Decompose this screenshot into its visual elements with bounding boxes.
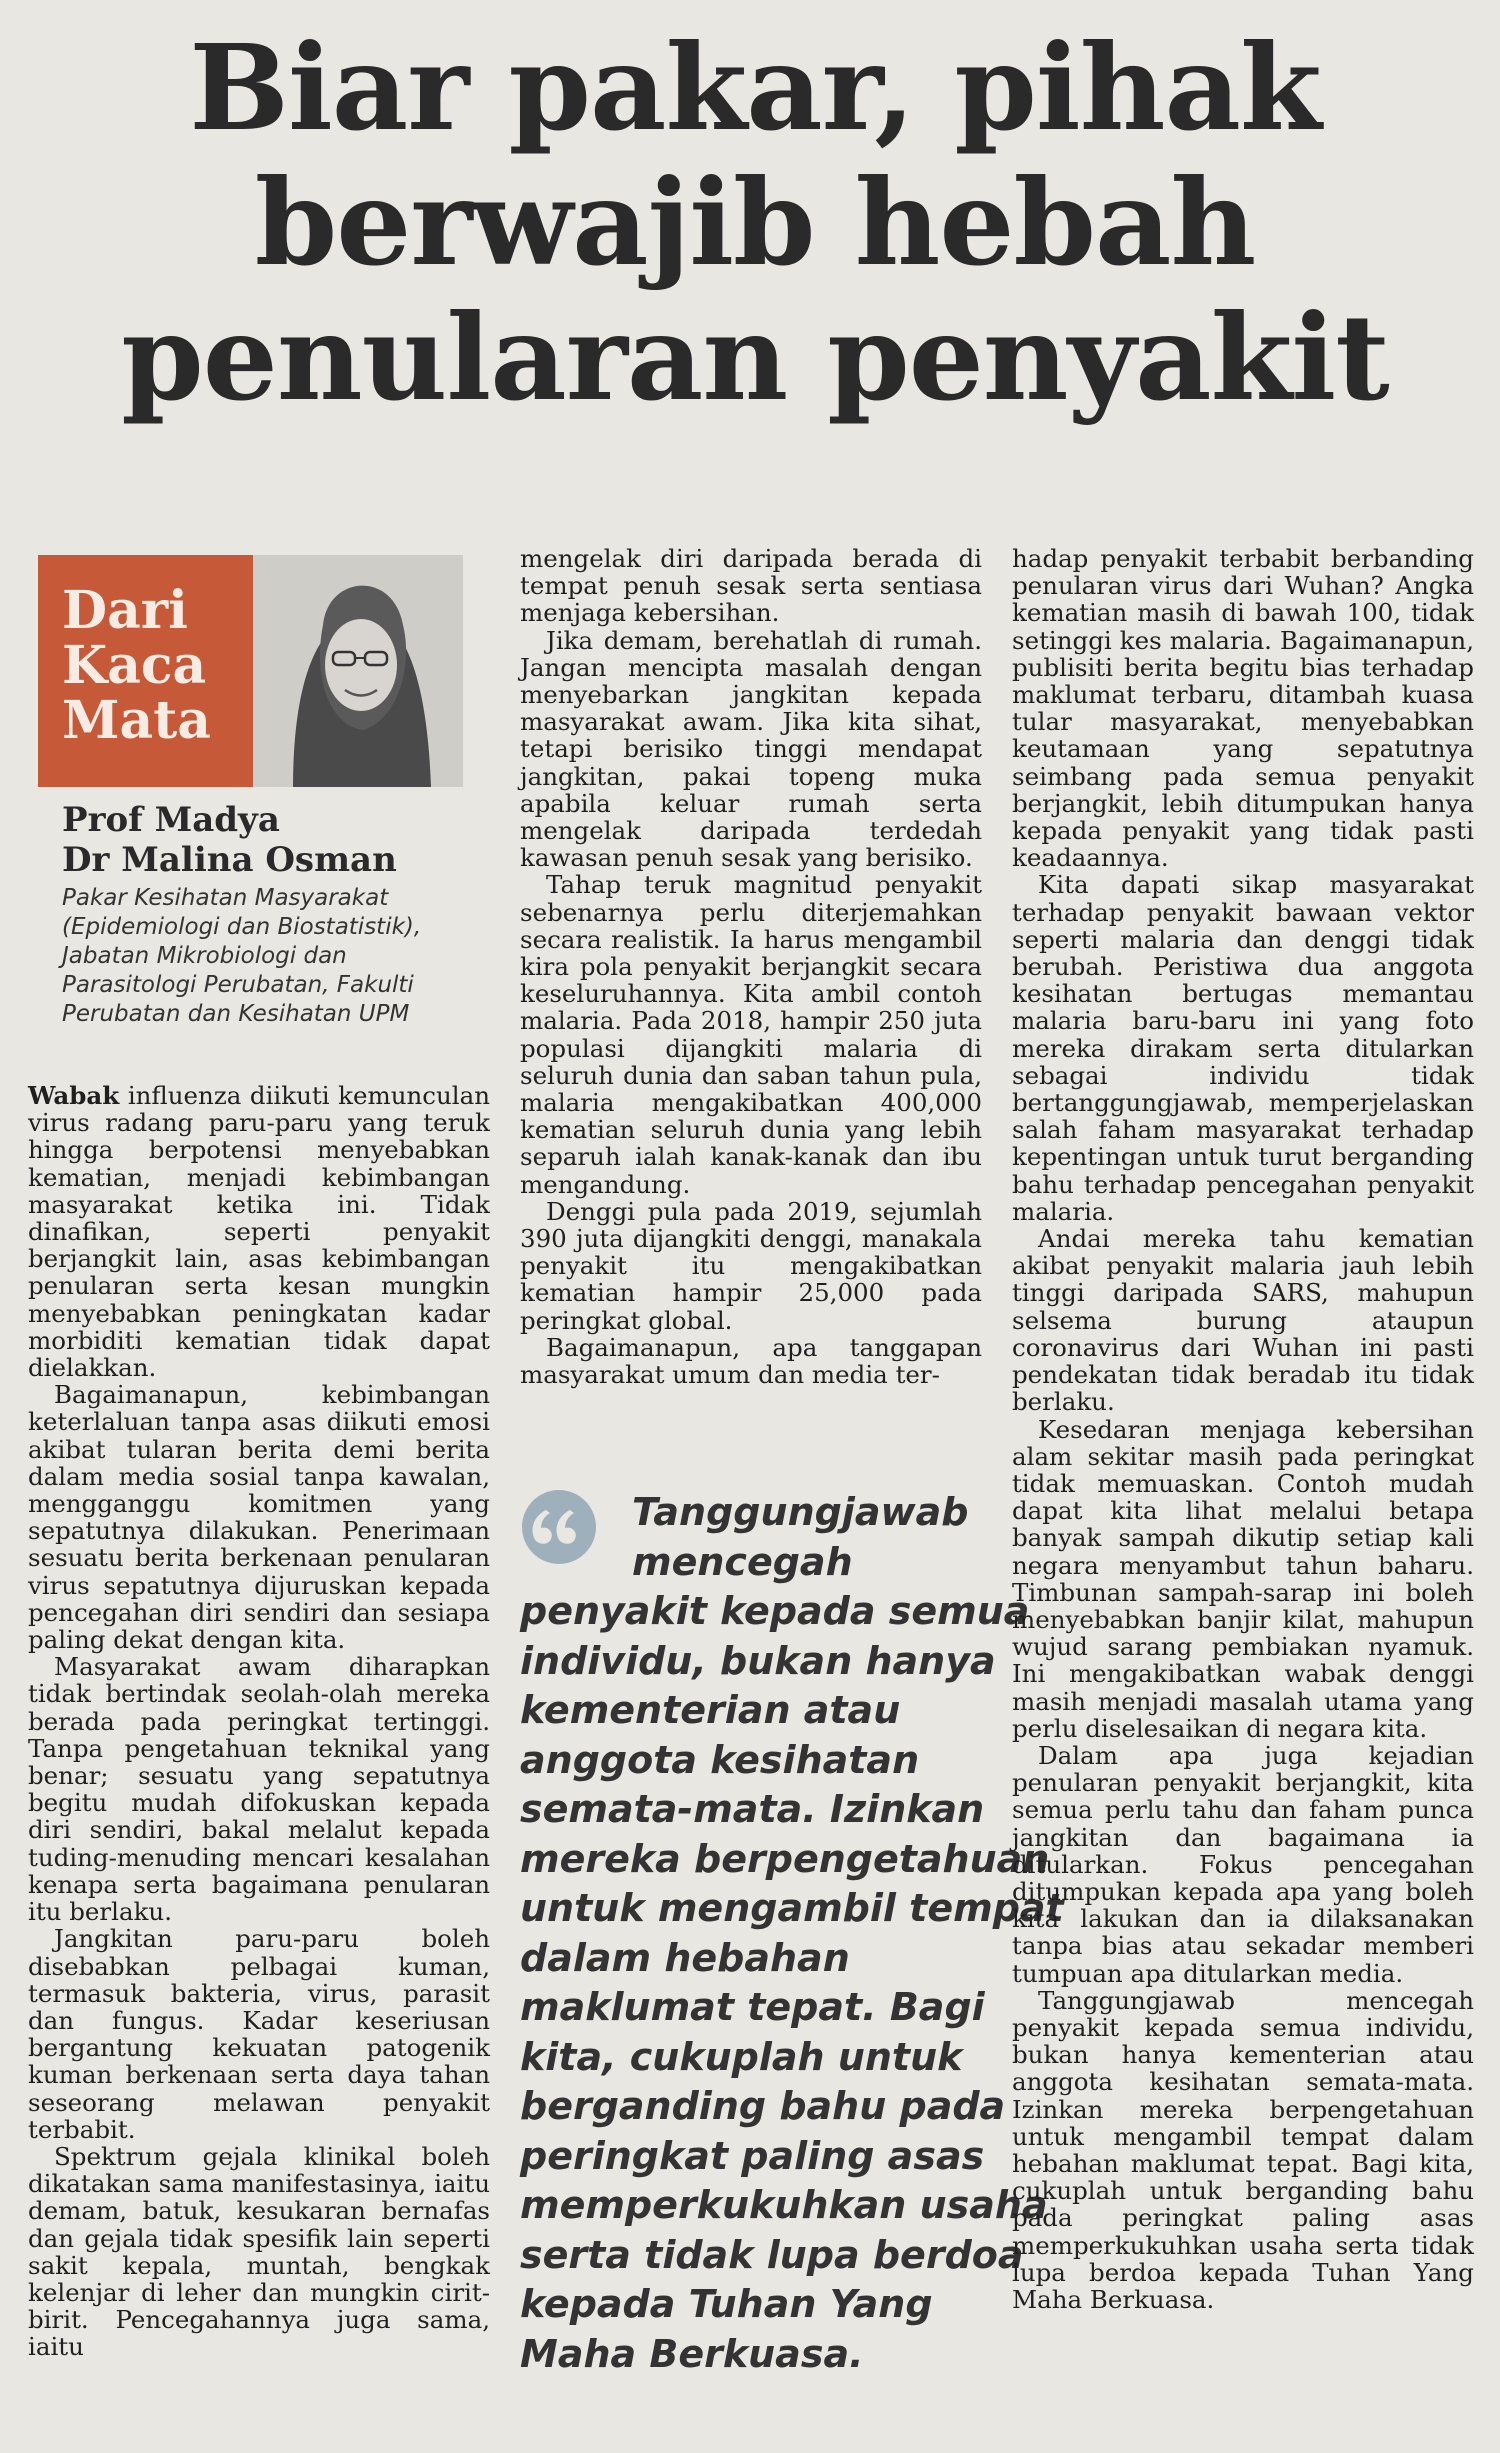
paragraph: Bagaimanapun, apa tanggapan masyarakat umum dan media ter-	[520, 1332, 982, 1390]
paragraph-text: influenza diikuti kemunculan virus radang paru-paru yang teruk hingga berpotensi menyebabkan kematian, menjadi kebimbangan masyarakat ketika ini. Tidak dinafikan, seperti penyakit berjangkit lain, asas kebimbangan penularan serta kesan mungkin menyebabkan peningkatan kadar morbiditi kematian tidak dapat dielakkan.	[28, 1081, 490, 1383]
column-name-line-3: Mata	[62, 690, 211, 751]
paragraph	[28, 1082, 490, 1381]
pull-quote-line: anggota kesihatan	[520, 1737, 920, 1782]
paragraph: Kesedaran menjaga kebersihan alam sekitar masih pada peringkat tidak memuaskan. Contoh mudah dapat kita lihat melalui betapa banyak sampah dikutip setiap kali negara menyambut tahun baharu. Timbunan sampah-sarap ini boleh menyebabkan banjir kilat, mahupun wujud sarang pembiakan nyamuk. Ini mengakibatkan wabak denggi masih menjadi masalah utama yang perlu diselesaikan di negara kita.	[1012, 1414, 1474, 1743]
pull-quote-line: kementerian atau	[520, 1688, 901, 1732]
paragraph: Tanggungjawab mencegah penyakit kepada semua individu, bukan hanya kementerian atau anggota kesihatan semata-mata. Izinkan mereka berpengetahuan untuk mengambil tempat dalam hebahan maklumat tepat. Bagi kita, cukuplah untuk berganding bahu pada peringkat paling asas memperkukuhkan usaha serta tidak lupa berdoa kepada Tuhan Yang Maha Berkuasa.	[1012, 1985, 1474, 2314]
article-column-2	[520, 545, 982, 1388]
pull-quote-line: dalam hebahan	[520, 1935, 850, 1980]
pull-quote-line: semata-mata. Izinkan	[520, 1787, 985, 1831]
column-name-box	[38, 555, 253, 787]
pull-quote-line: peringkat paling asas	[520, 2133, 985, 2178]
author-name	[62, 800, 482, 880]
column-badge	[38, 555, 463, 787]
paragraph: Jika demam, berehatlah di rumah. Jangan mencipta masalah dengan menyebarkan jangkitan kepada masyarakat awam. Jika kita sihat, tetapi berisiko tinggi mendapat jangkitan, pakai topeng muka apabila keluar rumah serta mengelak daripada terdedah kawasan penuh sesak yang berisiko.	[520, 625, 982, 873]
pull-quote-line: mereka berpengetahuan	[520, 1836, 1050, 1881]
author-title-line-5: Perubatan dan Kesihatan UPM	[62, 1001, 410, 1027]
article-column-3	[1012, 545, 1474, 2313]
paragraph: Masyarakat awam diharapkan tidak bertindak seolah-olah mereka berada pada peringkat tertinggi. Tanpa pengetahuan teknikal yang benar; sesuatu yang sepatutnya begitu mudah difokuskan kepada diri sendiri, bakal melalut kepada tuding-menuding mencari kesalahan kenapa serta bagaimana penularan itu berlaku.	[28, 1652, 490, 1927]
column-name-line-2: Kaca	[62, 635, 207, 696]
author-title-line-2: (Epidemiologi dan Biostatistik),	[62, 914, 422, 940]
pull-quote-line: kita, cukuplah untuk	[520, 2034, 963, 2079]
pull-quote-text	[520, 1488, 1064, 2379]
paragraph: Tahap teruk magnitud penyakit sebenarnya perlu diterjemahkan secara realistik. Ia harus mengambil kira pola penyakit berjangkit secara keseluruhannya. Kita ambil contoh malaria. Pada 2018, hampir 250 juta populasi dijangkiti malaria di seluruh dunia dan saban tahun pula, malaria mengakibatkan 400,000 kematian seluruh dunia yang lebih separuh ialah kanak-kanak dan ibu mengandung.	[520, 870, 982, 1199]
paragraph: Spektrum gejala klinikal boleh dikatakan sama manifestasinya, iaitu demam, batuk, kesukaran bernafas dan gejala tidak spesifik lain seperti sakit kepala, muntah, bengkak kelenjar di leher dan mungkin cirit-birit. Pencegahannya juga sama, iaitu	[28, 2141, 490, 2362]
pull-quote-line: kepada Tuhan Yang	[520, 2282, 933, 2326]
paragraph: Bagaimanapun, kebimbangan keterlaluan tanpa asas diikuti emosi akibat tularan berita demi berita dalam media sosial tanpa kawalan, mengganggu komitmen yang sepatutnya dilakukan. Penerimaan sesuatu berita berkenaan penularan virus sepatutnya dijuruskan kepada pencegahan diri sendiri dan sesiapa paling dekat dengan kita.	[28, 1380, 490, 1655]
author-name-line-2: Dr Malina Osman	[62, 840, 397, 880]
pull-quote-line: memperkukuhkan usaha	[520, 2183, 1048, 2227]
paragraph: Jangkitan paru-paru boleh disebabkan pelbagai kuman, termasuk bakteria, virus, parasit dan fungus. Kadar keseriusan bergantung kekuatan patogenik kuman berkenaan serta daya tahan seseorang melawan penyakit terbabit.	[28, 1924, 490, 2144]
pull-quote-line: berganding bahu pada	[520, 2084, 1006, 2128]
paragraph: Andai mereka tahu kematian akibat penyakit malaria jauh lebih tinggi daripada SARS, mahupun selsema burung ataupun coronavirus dari Wuhan ini pasti pendekatan tidak beradab itu tidak berlaku.	[1012, 1224, 1474, 1417]
pull-quote-line: Tanggungjawab	[632, 1490, 969, 1534]
quote-mark-icon	[520, 1488, 598, 1566]
pull-quote-line: individu, bukan hanya	[520, 1638, 996, 1683]
headline-line-1: Biar pakar, pihak	[189, 18, 1321, 157]
pull-quote-line: Maha Berkuasa.	[520, 2331, 864, 2376]
pull-quote-line: penyakit kepada semua	[520, 1589, 1030, 1633]
headline	[30, 20, 1480, 425]
paragraph: Denggi pula pada 2019, sejumlah 390 juta dijangkiti denggi, manakala penyakit itu mengakibatkan kematian hampir 25,000 pada peringkat global.	[520, 1196, 982, 1335]
author-title	[62, 884, 482, 1029]
headline-line-2: berwajib hebah	[254, 153, 1256, 292]
headline-line-3: penularan penyakit	[121, 288, 1389, 427]
pull-quote	[520, 1488, 1064, 2379]
lead-word: Wabak	[28, 1081, 120, 1110]
author-name-line-1: Prof Madya	[62, 800, 280, 840]
author-portrait	[253, 555, 463, 787]
pull-quote-line: serta tidak lupa berdoa	[520, 2232, 1024, 2277]
pull-quote-line: maklumat tepat. Bagi	[520, 1985, 985, 2029]
author-title-line-3: Jabatan Mikrobiologi dan	[62, 943, 347, 969]
author-title-line-4: Parasitologi Perubatan, Fakulti	[62, 972, 414, 998]
author-block	[62, 800, 482, 1029]
paragraph: Kita dapati sikap masyarakat terhadap penyakit bawaan vektor seperti malaria dan denggi tidak berubah. Peristiwa dua anggota kesihatan bertugas memantau malaria baru-baru ini yang foto mereka dirakam serta ditularkan sebagai individu tidak bertanggungjawab, memperjelaskan salah faham masyarakat terhadap kepentingan untuk turut berganding bahu terhadap pencegahan penyakit malaria.	[1012, 870, 1474, 1226]
paragraph: mengelak diri daripada berada di tempat penuh sesak serta sentiasa menjaga kebersihan.	[520, 544, 982, 628]
article-column-1	[28, 1082, 490, 2361]
pull-quote-line: untuk mengambil tempat	[520, 1886, 1064, 1930]
paragraph: hadap penyakit terbabit berbanding penularan virus dari Wuhan? Angka kematian masih di bawah 100, tidak setinggi kes malaria. Bagaimanapun, publisiti berita begitu bias terhadap maklumat terbaru, ditambah kuasa tular masyarakat, menyebabkan keutamaan yang sepatutnya seimbang pada semua penyakit berjangkit, lebih ditumpukan hanya kepada penyakit yang tidak pasti keadaannya.	[1012, 544, 1474, 873]
author-title-line-1: Pakar Kesihatan Masyarakat	[62, 885, 389, 911]
pull-quote-line: mencegah	[632, 1539, 853, 1584]
column-name-line-1: Dari	[62, 580, 188, 641]
paragraph: Dalam apa juga kejadian penularan penyakit berjangkit, kita semua perlu tahu dan faham punca jangkitan dan bagaimana ia ditularkan. Fokus pencegahan ditumpukan kepada apa yang boleh kita lakukan dan ia dilaksanakan tanpa bias atau sekadar memberi tumpuan apa ditularkan media.	[1012, 1740, 1474, 1988]
